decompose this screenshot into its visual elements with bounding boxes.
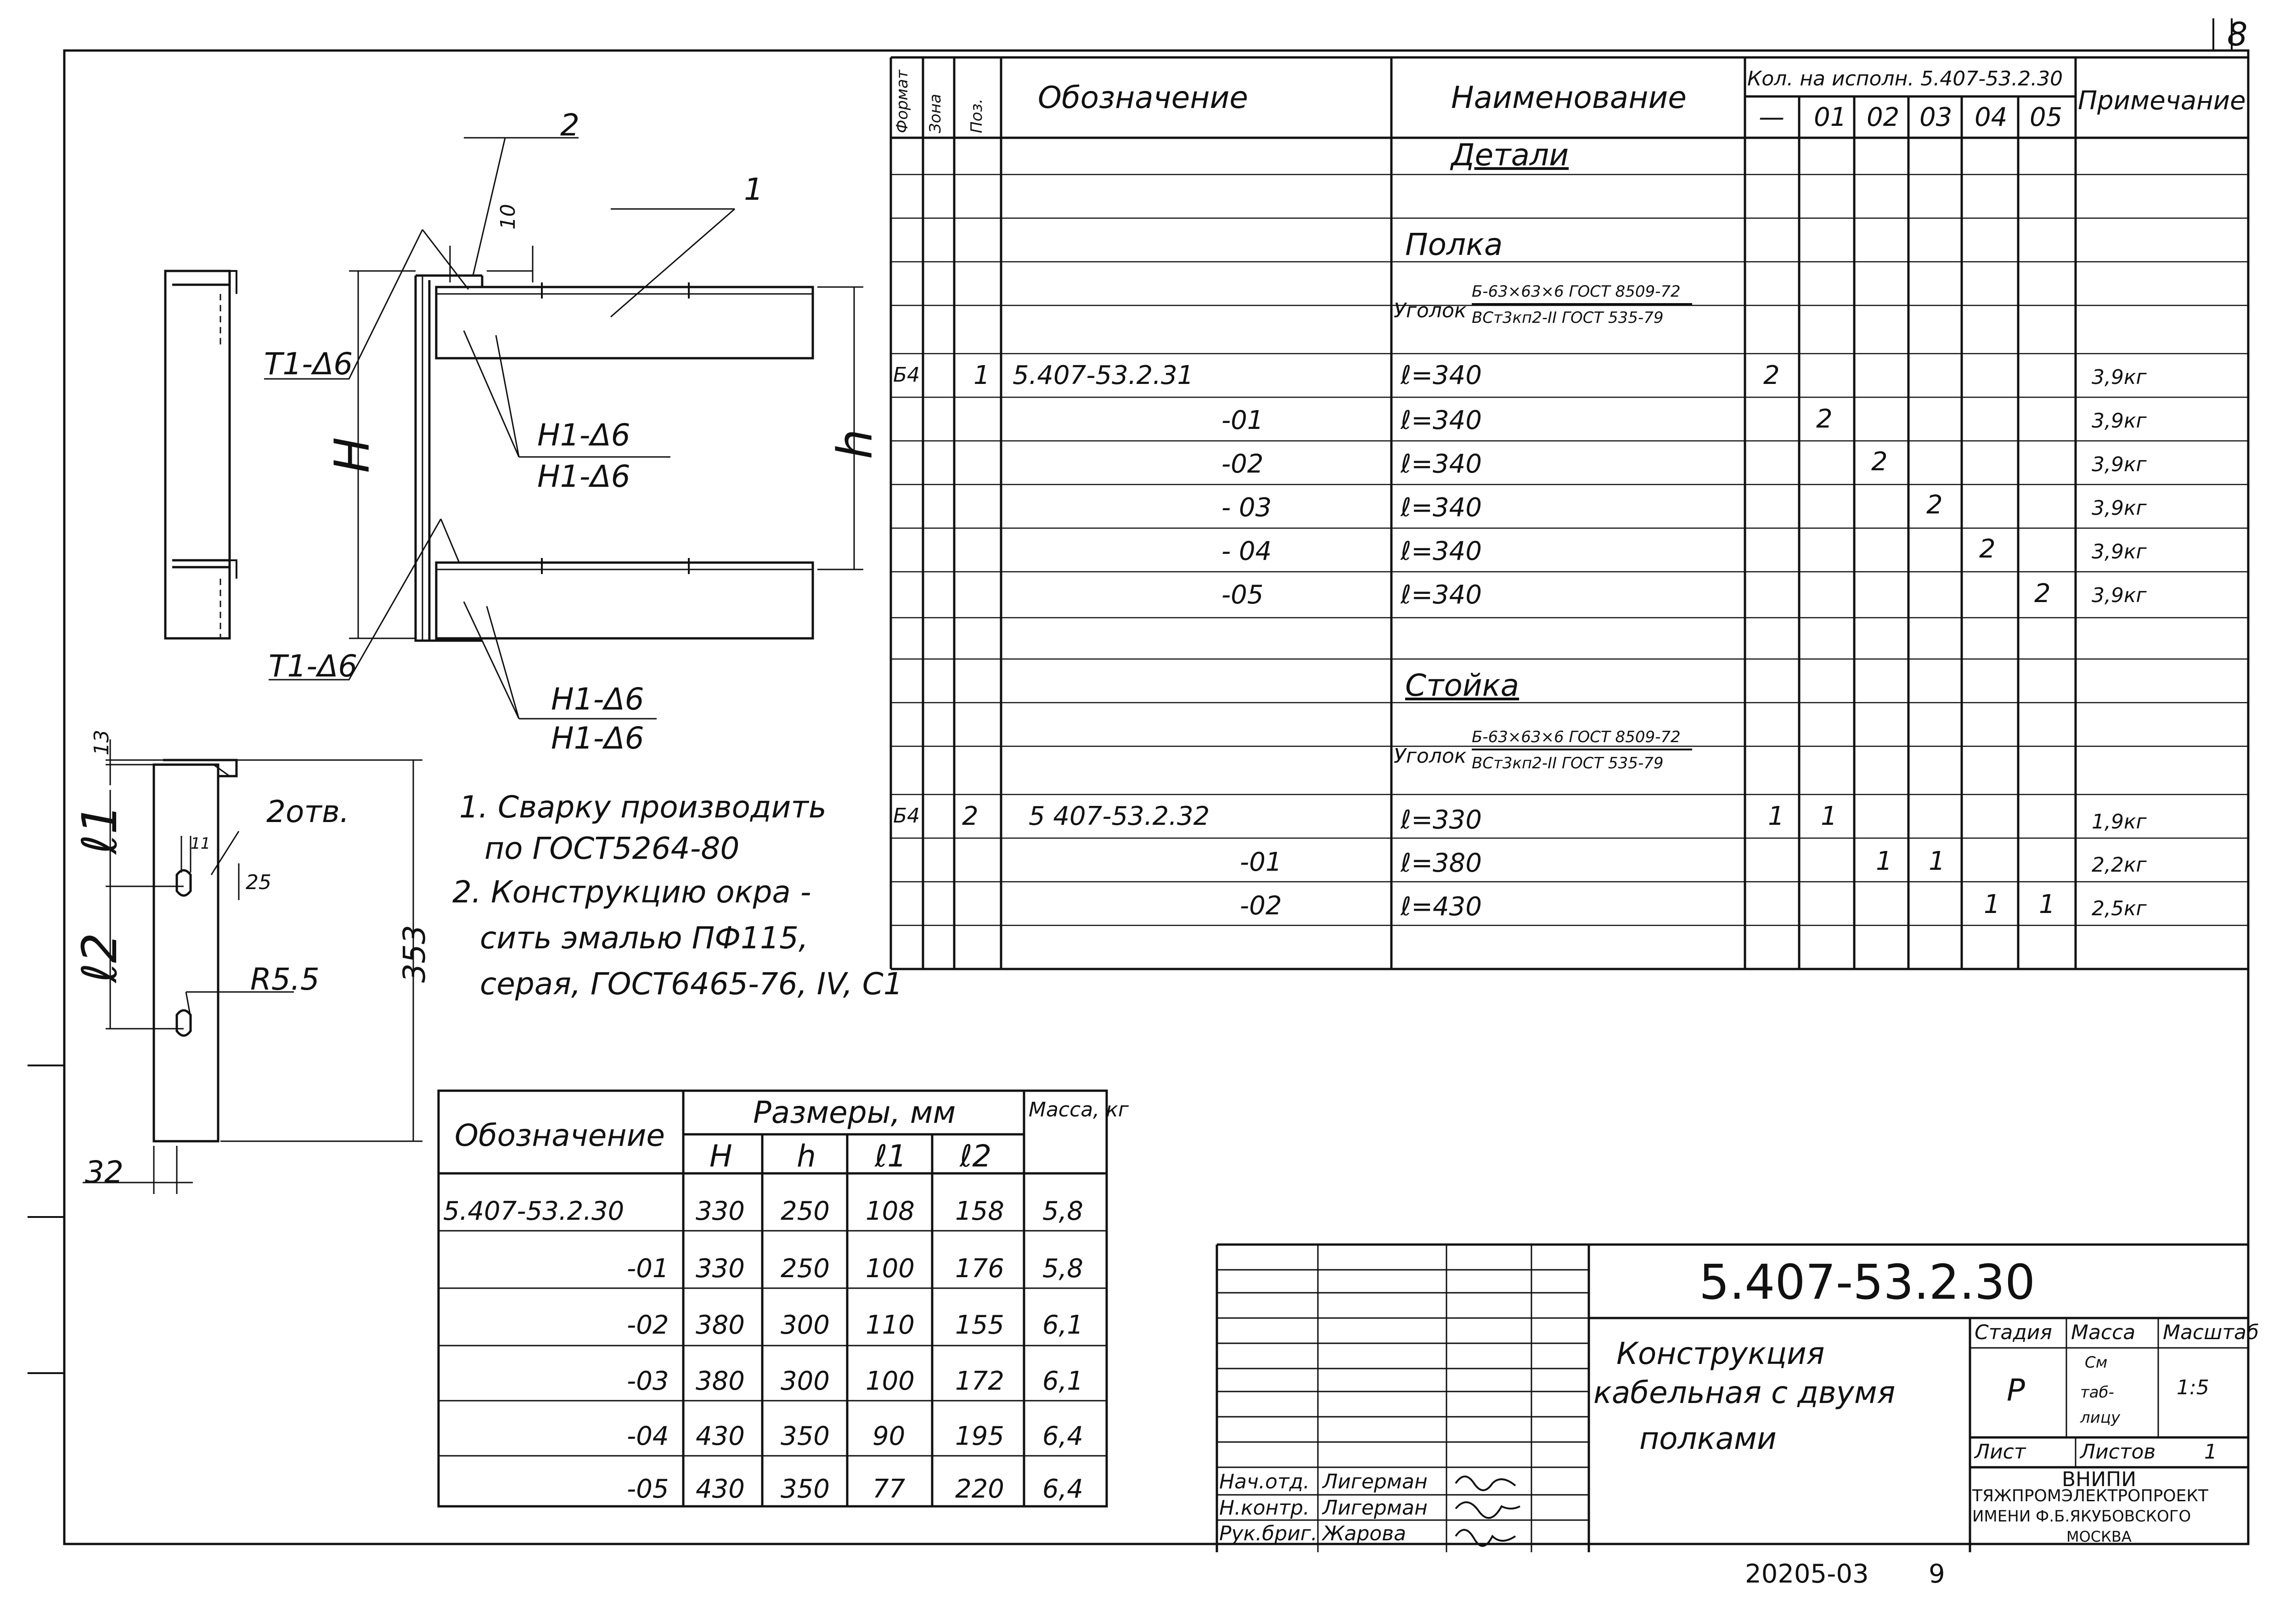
stoika-material-bottom: ВСт3кп2-II ГОСТ 535-79 (1472, 754, 1664, 772)
dims-row-5-mass: 6,4 (1042, 1421, 1084, 1451)
holes-label: 2отв. (266, 794, 349, 829)
stoika-row-3-qty-b: 1 (2039, 890, 2055, 919)
stoika-fraction-line (1472, 749, 1692, 750)
drawing-code: 5.407-53.2.30 (1699, 1254, 2036, 1310)
polka-row-6-qty: 2 (2034, 579, 2051, 608)
dim-11: 11 (191, 834, 211, 853)
sheets-value: 1 (2204, 1440, 2217, 1464)
polka-row-6-designation: -05 (1221, 580, 1264, 610)
note-2-line-1: 2. Конструкцию окра - (452, 874, 811, 910)
dims-row-6-H: 430 (696, 1474, 745, 1504)
dims-row-5-des: -04 (627, 1421, 669, 1451)
dims-row-5-l2: 195 (955, 1421, 1004, 1451)
role-1: Нач.отд. (1219, 1470, 1310, 1493)
header-qty-03: 03 (1919, 102, 1953, 132)
stoika-row-1-name: ℓ=330 (1401, 805, 1482, 835)
weld-t1-top: T1-Δ6 (264, 346, 353, 382)
dims-row-2-H: 330 (696, 1254, 745, 1284)
stoika-row-1-qty-a: 1 (1768, 801, 1784, 831)
polka-row-6-note: 3,9кг (2092, 584, 2147, 607)
polka-material-bottom: ВСт3кп2-II ГОСТ 535-79 (1472, 309, 1664, 327)
role-3-name: Жарова (1322, 1522, 1407, 1545)
dims-col-H: H (709, 1138, 732, 1174)
header-designation: Обозначение (1038, 80, 1248, 115)
polka-row-4-designation: - 03 (1221, 493, 1272, 523)
dims-row-3-l2: 155 (955, 1310, 1004, 1340)
dims-row-5-H: 430 (696, 1421, 745, 1451)
dims-header-mass: Масса, кг (1029, 1098, 1129, 1121)
stoika-row-2-name: ℓ=380 (1401, 848, 1482, 878)
stoika-material-top: Б-63×63×6 ГОСТ 8509-72 (1472, 728, 1681, 746)
polka-row-4-qty: 2 (1926, 490, 1943, 520)
dims-row-4-l2: 172 (955, 1366, 1004, 1396)
stoika-row-3-note: 2,5кг (2092, 897, 2147, 920)
dims-row-3-l1: 110 (866, 1310, 915, 1340)
stoika-row-3-designation: -02 (1240, 891, 1282, 921)
note-1-line-2: по ГОСТ5264-80 (484, 831, 740, 866)
weld-h1-top-1: H1-Δ6 (537, 417, 630, 453)
scale-value: 1:5 (2177, 1376, 2209, 1399)
dims-row-3-h: 300 (781, 1310, 830, 1340)
title-line-3: полками (1639, 1421, 1777, 1456)
stoika-row-1-qty-b: 1 (1821, 801, 1837, 831)
stoika-row-2-note: 2,2кг (2092, 853, 2147, 877)
mass-header: Масса (2071, 1321, 2136, 1344)
polka-row-3-qty: 2 (1871, 447, 1888, 477)
polka-row-1-name: ℓ=340 (1401, 361, 1482, 390)
dims-row-6-l2: 220 (955, 1474, 1004, 1504)
dims-row-2-h: 250 (781, 1254, 830, 1284)
stoika-row-1-designation: 5 407-53.2.32 (1029, 801, 1210, 831)
dims-header-designation: Обозначение (455, 1118, 665, 1153)
dims-row-1-H: 330 (696, 1196, 745, 1226)
stage-header: Стадия (1975, 1321, 2052, 1344)
stoika-row-2-qty-a: 1 (1876, 846, 1892, 876)
dims-row-5-h: 350 (781, 1421, 830, 1451)
header-note: Примечание (2078, 86, 2246, 116)
stoika-row-1-note: 1,9кг (2092, 810, 2147, 834)
weld-h1-bottom-1: H1-Δ6 (551, 682, 644, 717)
header-qty-01: 01 (1814, 102, 1847, 132)
stoika-row-3-qty-a: 1 (1984, 890, 2000, 919)
header-name: Наименование (1451, 80, 1687, 115)
mass-value-3: лицу (2080, 1408, 2121, 1427)
header-format: Формат (893, 70, 912, 133)
polka-row-2-designation: -01 (1221, 406, 1264, 435)
org-line-2: ТЯЖПРОМЭЛЕКТРОПРОЕКТ (1972, 1487, 2208, 1505)
dim-l2: ℓ2 (72, 932, 128, 983)
polka-row-1-designation: 5.407-53.2.31 (1013, 361, 1194, 390)
dims-row-4-mass: 6,1 (1042, 1366, 1084, 1396)
role-2-name: Лигерман (1322, 1496, 1428, 1520)
polka-row-1-qty: 2 (1763, 361, 1780, 390)
dims-row-2-des: -01 (627, 1254, 669, 1284)
polka-row-1-format: Б4 (893, 363, 920, 387)
dim-25: 25 (246, 871, 271, 894)
dims-row-2-mass: 5,8 (1042, 1254, 1084, 1284)
dims-row-2-l1: 100 (866, 1254, 915, 1284)
polka-row-4-note: 3,9кг (2092, 496, 2147, 520)
polka-row-5-name: ℓ=340 (1401, 536, 1482, 566)
dims-row-6-h: 350 (781, 1474, 830, 1504)
dims-row-6-des: -05 (627, 1474, 669, 1504)
sheet-header: Лист (1975, 1440, 2026, 1464)
mass-value-1: См (2085, 1353, 2108, 1372)
polka-row-6-name: ℓ=340 (1401, 580, 1482, 610)
polka-row-5-qty: 2 (1979, 534, 1996, 564)
dims-row-1-l1: 108 (866, 1196, 915, 1226)
dim-H: H (324, 437, 380, 473)
polka-row-2-note: 3,9кг (2092, 409, 2147, 433)
dims-col-l2: ℓ2 (960, 1138, 992, 1174)
polka-row-1-pos: 1 (974, 361, 990, 390)
weld-h1-bottom-2: H1-Δ6 (551, 721, 644, 756)
stoika-row-1-format: Б4 (893, 804, 920, 828)
dims-row-1-mass: 5,8 (1042, 1196, 1084, 1226)
spec-table-lines (891, 57, 2248, 969)
note-2-line-2: сить эмалью ПФ115, (480, 920, 808, 956)
dims-row-1-h: 250 (781, 1196, 830, 1226)
stage-value: Р (2007, 1373, 2025, 1408)
sheets-header: Листов (2080, 1440, 2156, 1464)
polka-row-3-designation: -02 (1221, 449, 1264, 479)
header-qty: Кол. на исполн. 5.407-53.2.30 (1747, 67, 2063, 90)
dims-row-2-l2: 176 (955, 1254, 1004, 1284)
org-line-4: МОСКВА (2066, 1528, 2132, 1545)
polka-material-prefix: Уголок (1394, 299, 1467, 322)
stoika-row-2-qty-b: 1 (1929, 846, 1945, 876)
note-1-line-1: 1. Сварку производить (459, 789, 827, 825)
polka-row-3-name: ℓ=340 (1401, 449, 1482, 479)
stoika-title: Стойка (1405, 668, 1519, 703)
callout-1: 1 (744, 172, 763, 207)
role-3: Рук.бриг. (1219, 1522, 1317, 1545)
org-line-1: ВНИПИ (2062, 1468, 2137, 1491)
polka-row-3-note: 3,9кг (2092, 453, 2147, 476)
section-details: Детали (1451, 137, 1569, 173)
scale-header: Масштаб (2163, 1321, 2259, 1344)
header-qty-05: 05 (2030, 102, 2063, 132)
dims-row-3-des: -02 (627, 1310, 669, 1340)
dims-row-3-mass: 6,1 (1042, 1310, 1084, 1340)
mass-value-2: таб- (2080, 1383, 2114, 1402)
dims-row-1-l2: 158 (955, 1196, 1004, 1226)
stoika-row-3-name: ℓ=430 (1401, 892, 1482, 922)
dim-l1: ℓ1 (72, 804, 128, 854)
polka-row-1-note: 3,9кг (2092, 366, 2147, 389)
stoika-row-1-pos: 2 (962, 801, 979, 831)
polka-material-top: Б-63×63×6 ГОСТ 8509-72 (1472, 282, 1681, 301)
weld-h1-top-2: H1-Δ6 (537, 459, 630, 494)
dims-row-6-mass: 6,4 (1042, 1474, 1084, 1504)
dims-col-l1: ℓ1 (875, 1138, 907, 1174)
dims-row-4-h: 300 (781, 1366, 830, 1396)
dims-row-3-H: 380 (696, 1310, 745, 1340)
polka-row-5-note: 3,9кг (2092, 540, 2147, 563)
dims-row-6-l1: 77 (872, 1474, 906, 1504)
title-line-2: кабельная с двумя (1593, 1375, 1896, 1410)
bottom-code: 20205-03 (1745, 1559, 1869, 1589)
dims-row-4-H: 380 (696, 1366, 745, 1396)
dim-10: 10 (496, 204, 520, 230)
header-qty-02: 02 (1867, 102, 1900, 132)
polka-row-2-name: ℓ=340 (1401, 406, 1482, 435)
radius-label: R5.5 (250, 962, 320, 997)
dim-32: 32 (85, 1155, 124, 1190)
dims-row-4-des: -03 (627, 1366, 669, 1396)
polka-title: Полка (1405, 227, 1503, 262)
title-line-1: Конструкция (1616, 1336, 1825, 1371)
role-2: Н.контр. (1219, 1496, 1310, 1520)
header-pos: Поз. (968, 98, 986, 133)
dim-13: 13 (90, 730, 113, 755)
header-qty-04: 04 (1975, 102, 2008, 132)
polka-row-5-designation: - 04 (1221, 536, 1272, 566)
weld-t1-bottom: T1-Δ6 (269, 648, 358, 684)
dim-h: h (827, 429, 883, 459)
polka-row-4-name: ℓ=340 (1401, 493, 1482, 523)
dims-row-4-l1: 100 (866, 1366, 915, 1396)
dim-353: 353 (397, 925, 432, 983)
callout-2: 2 (560, 107, 580, 143)
dims-row-1-des: 5.407-53.2.30 (443, 1196, 625, 1226)
role-1-name: Лигерман (1322, 1470, 1428, 1493)
signature-marks (1451, 1470, 1529, 1552)
polka-row-2-qty: 2 (1816, 404, 1833, 434)
bottom-page: 9 (1929, 1559, 1945, 1589)
header-qty-dash: — (1759, 102, 1784, 132)
sheet-number: 8 (2227, 16, 2248, 53)
org-line-3: ИМЕНИ Ф.Б.ЯКУБОВСКОГО (1972, 1507, 2191, 1526)
stoika-material-prefix: Уголок (1394, 744, 1467, 768)
dims-row-5-l1: 90 (872, 1421, 906, 1451)
dims-col-h: h (797, 1138, 816, 1174)
note-2-line-3: серая, ГОСТ6465-76, IV, С1 (480, 966, 903, 1002)
stoika-row-2-designation: -01 (1240, 847, 1282, 877)
header-zone: Зона (926, 94, 945, 133)
polka-fraction-line (1472, 303, 1692, 305)
dims-header-sizes: Размеры, мм (753, 1095, 956, 1130)
